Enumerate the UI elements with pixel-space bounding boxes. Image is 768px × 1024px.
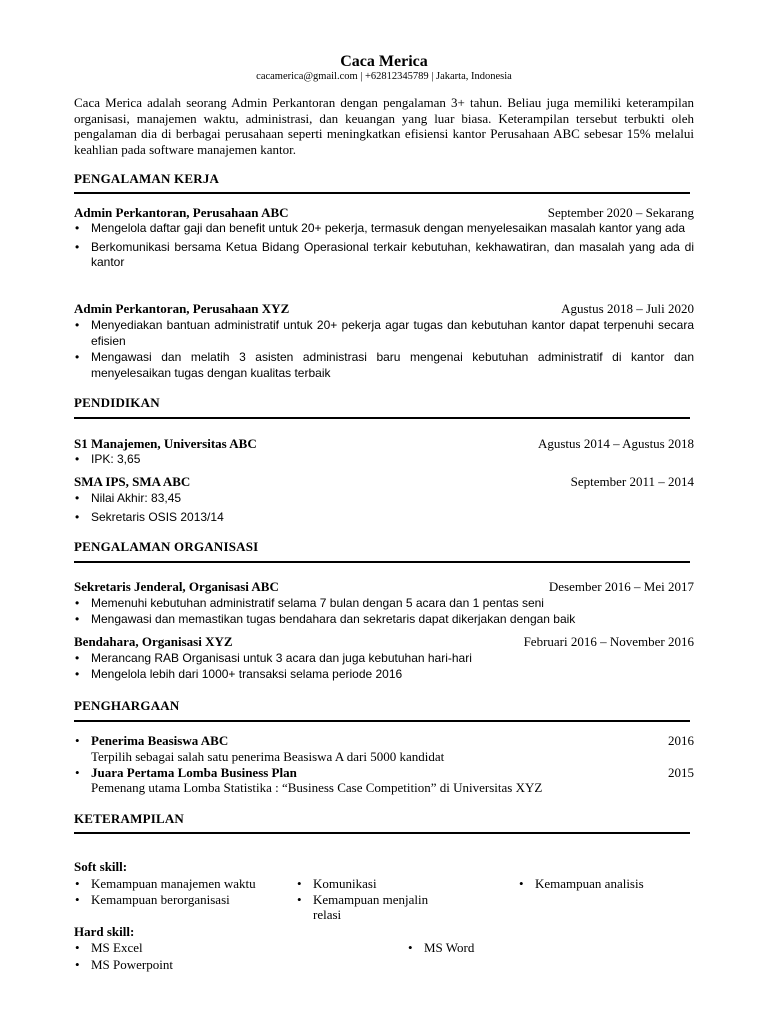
list-item: • Nilai Akhir: 83,45 bbox=[74, 491, 694, 507]
profile-summary: Caca Merica adalah seorang Admin Perkantoran dengan pengalaman 3+ tahun. Beliau juga memiliki keterampilan organisasi, manajemen waktu, administrasi, dan keuangan yang luar biasa. Keterampilan tersebut terbukti oleh pengalaman dia di berbagai perusahaan seperti meningkatkan efisiensi kantor Perusahaan ABC sebesar 15% melalui keahlian pada software manajemen kantor. bbox=[74, 95, 694, 157]
list-item: • MS Word bbox=[407, 940, 607, 956]
education-degree: SMA IPS, SMA ABC bbox=[74, 474, 191, 489]
job-bullet-list bbox=[74, 221, 694, 271]
list-item: • Mengelola lebih dari 1000+ transaksi selama periode 2016 bbox=[74, 667, 694, 683]
candidate-name: Caca Merica bbox=[340, 53, 428, 70]
organization-date: Desember 2016 – Mei 2017 bbox=[548, 579, 694, 594]
soft-skill-column bbox=[518, 876, 694, 892]
hard-skill-label: Hard skill: bbox=[74, 924, 135, 939]
organization-header bbox=[74, 579, 694, 595]
list-item: • Sekretaris OSIS 2013/14 bbox=[74, 510, 694, 526]
education-bullet-list bbox=[74, 452, 694, 468]
organization-role: Bendahara, Organisasi XYZ bbox=[74, 634, 233, 649]
section-title-experience: PENGALAMAN KERJA bbox=[74, 171, 220, 186]
award-name: • Penerima Beasiswa ABC bbox=[74, 733, 228, 749]
section-title-organization: PENGALAMAN ORGANISASI bbox=[74, 539, 259, 554]
job-date: September 2020 – Sekarang bbox=[547, 205, 694, 220]
organization-role: Sekretaris Jenderal, Organisasi ABC bbox=[74, 579, 279, 594]
section-divider bbox=[74, 720, 690, 722]
organization-bullet-list bbox=[74, 596, 694, 627]
education-header bbox=[74, 436, 694, 452]
soft-skill-column bbox=[74, 876, 264, 907]
hard-skill-column bbox=[407, 940, 607, 956]
job-header bbox=[74, 301, 694, 317]
list-item: • Memenuhi kebutuhan administratif selama 7 bulan dengan 5 acara dan 1 pentas seni bbox=[74, 596, 694, 612]
award-year: 2016 bbox=[668, 733, 694, 748]
list-item: • Kemampuan menjalin relasi bbox=[296, 892, 456, 923]
list-item: • IPK: 3,65 bbox=[74, 452, 694, 468]
education-degree: S1 Manajemen, Universitas ABC bbox=[74, 436, 257, 451]
section-divider bbox=[74, 192, 690, 194]
education-bullet-list bbox=[74, 491, 694, 525]
list-item: • Mengawasi dan melatih 3 asisten administrasi baru mengenai kebutuhan administratif di kantor dan menyelesaikan tugas dengan kualitas terbaik bbox=[74, 350, 694, 381]
section-divider bbox=[74, 417, 690, 419]
section-title-skills: KETERAMPILAN bbox=[74, 811, 185, 826]
hard-skill-column bbox=[74, 940, 274, 972]
section-title-awards: PENGHARGAAN bbox=[74, 698, 180, 713]
organization-bullet-list bbox=[74, 651, 694, 682]
job-header bbox=[74, 205, 694, 221]
section-title-education: PENDIDIKAN bbox=[74, 395, 160, 410]
contact-line: cacamerica@gmail.com | +62812345789 | Jakarta, Indonesia bbox=[256, 71, 512, 82]
job-date: Agustus 2018 – Juli 2020 bbox=[561, 301, 694, 316]
award-description: Terpilih sebagai salah satu penerima Beasiswa A dari 5000 kandidat bbox=[91, 749, 445, 764]
job-role: Admin Perkantoran, Perusahaan ABC bbox=[74, 205, 289, 220]
award-header bbox=[74, 733, 694, 749]
education-date: Agustus 2014 – Agustus 2018 bbox=[537, 436, 694, 451]
list-item: • MS Powerpoint bbox=[74, 957, 274, 973]
list-item: • MS Excel bbox=[74, 940, 274, 956]
award-year: 2015 bbox=[668, 765, 694, 780]
award-description: Pemenang utama Lomba Statistika : “Business Case Competition” di Universitas XYZ bbox=[91, 780, 543, 795]
soft-skill-column bbox=[296, 876, 456, 923]
job-role: Admin Perkantoran, Perusahaan XYZ bbox=[74, 301, 290, 316]
list-item: • Kemampuan analisis bbox=[518, 876, 694, 892]
list-item: • Kemampuan manajemen waktu bbox=[74, 876, 264, 892]
list-item: • Merancang RAB Organisasi untuk 3 acara dan juga kebutuhan hari-hari bbox=[74, 651, 694, 667]
organization-date: Februari 2016 – November 2016 bbox=[523, 634, 694, 649]
organization-header bbox=[74, 634, 694, 650]
section-divider bbox=[74, 561, 690, 563]
section-divider bbox=[74, 832, 690, 834]
education-header bbox=[74, 474, 694, 490]
list-item: • Mengawasi dan memastikan tugas bendahara dan sekretaris dapat dikerjakan dengan baik bbox=[74, 612, 694, 628]
list-item: • Mengelola daftar gaji dan benefit untuk 20+ pekerja, termasuk dengan menyelesaikan masalah kantor yang ada bbox=[74, 221, 694, 237]
list-item: • Menyediakan bantuan administratif untuk 20+ pekerja agar tugas dan kebutuhan kantor dapat terpenuhi secara efisien bbox=[74, 318, 694, 349]
list-item: • Berkomunikasi bersama Ketua Bidang Operasional terkair kebutuhan, kekhawatiran, dan masalah yang ada di kantor bbox=[74, 240, 694, 271]
list-item: • Komunikasi bbox=[296, 876, 456, 892]
award-name: • Juara Pertama Lomba Business Plan bbox=[74, 765, 297, 781]
soft-skill-label: Soft skill: bbox=[74, 859, 128, 874]
list-item: • Kemampuan berorganisasi bbox=[74, 892, 264, 908]
education-date: September 2011 – 2014 bbox=[570, 474, 694, 489]
award-header bbox=[74, 765, 694, 781]
job-bullet-list bbox=[74, 318, 694, 381]
